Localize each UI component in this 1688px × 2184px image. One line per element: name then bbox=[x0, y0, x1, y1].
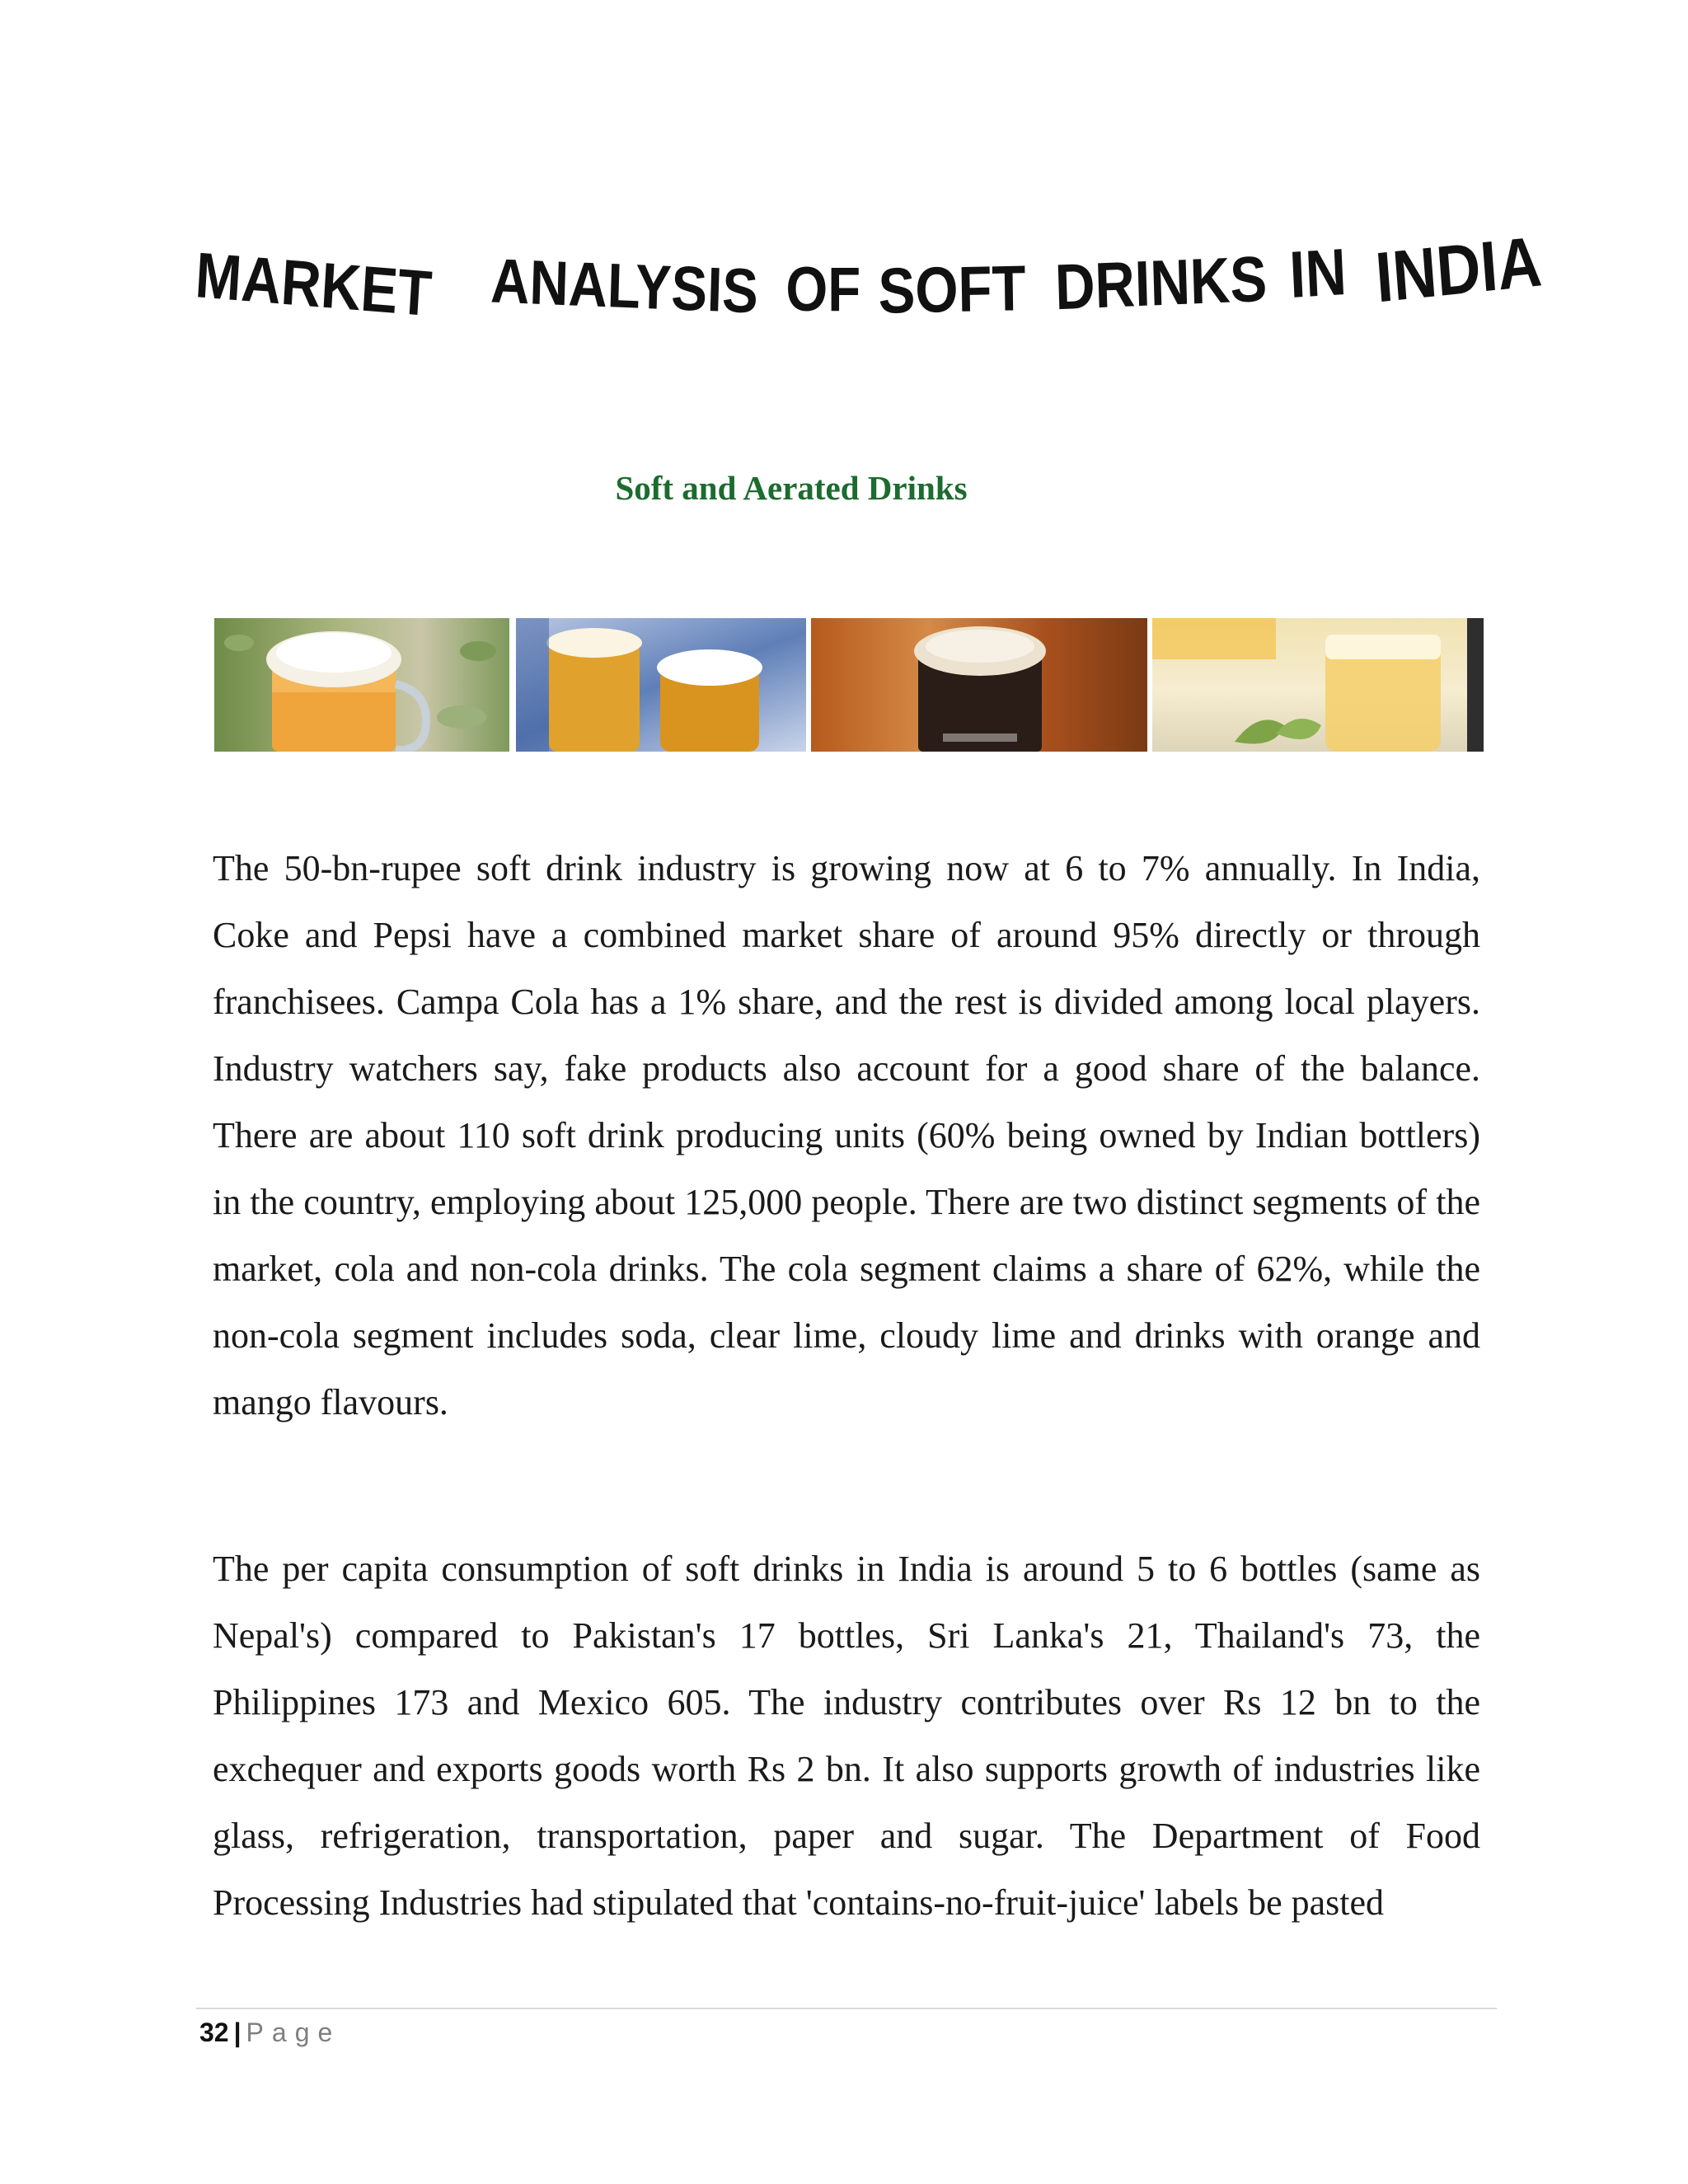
paragraph: The per capita consumption of soft drinks in India is around 5 to 6 bottles (same as Nepal's) compared to Pakistan's 17 bottles, Sri Lanka's 21, Thailand's 73, the Philippines 173 and Mexico 605. The industry contributes over Rs 12 bn to the exchequer and exports goods worth Rs 2 bn. It also supports growth of industries like glass, refrigeration, transportation, paper and sugar. The Department of Food Processing Industries had stipulated that 'contains-no-fruit-juice' labels be pasted bbox=[213, 1549, 1480, 1923]
dark-beer-illustration bbox=[811, 618, 1147, 752]
lager-glass-illustration bbox=[1152, 618, 1467, 752]
title-word: INDIA bbox=[1372, 222, 1544, 318]
dark-beer-image bbox=[811, 618, 1147, 752]
page-number: 32 bbox=[199, 2018, 229, 2047]
title-word: IN bbox=[1287, 234, 1348, 312]
banner-image-strip bbox=[214, 618, 1484, 752]
title-word: ANALYSIS bbox=[489, 246, 759, 327]
page-title bbox=[193, 190, 1544, 330]
banner-edge bbox=[1467, 618, 1484, 752]
lager-glass-image bbox=[1152, 618, 1467, 752]
title-word: SOFT bbox=[878, 251, 1027, 327]
footer-divider bbox=[196, 2008, 1497, 2009]
footer-separator: | bbox=[233, 2018, 241, 2047]
beer-glasses-illustration bbox=[516, 618, 806, 752]
section-heading: Soft and Aerated Drinks bbox=[615, 469, 968, 507]
beer-mug-image bbox=[214, 618, 509, 752]
title-word: OF bbox=[785, 255, 861, 325]
paragraph: The 50-bn-rupee soft drink industry is growing now at 6 to 7% annually. In India, Coke and Pepsi have a combined market share of around 95% directly or through franchisees. Campa Cola has a 1% share, and the rest is divided among local players. Industry watchers say, fake products also account for a good share of the balance. There are about 110 soft drink producing units (60% being owned by Indian bottlers) in the country, employing about 125,000 people. There are two distinct segments of the market, cola and non-cola drinks. The cola segment claims a share of 62%, while the non-cola segment includes soda, clear lime, cloudy lime and drinks with orange and mango flavours. bbox=[213, 848, 1480, 1422]
title-word: MARKET bbox=[193, 238, 434, 330]
title-word: DRINKS bbox=[1054, 241, 1268, 324]
page-footer bbox=[199, 2018, 340, 2048]
page-label: Page bbox=[246, 2018, 341, 2047]
beer-glasses-image bbox=[516, 618, 806, 752]
beer-mug-illustration bbox=[214, 618, 509, 752]
